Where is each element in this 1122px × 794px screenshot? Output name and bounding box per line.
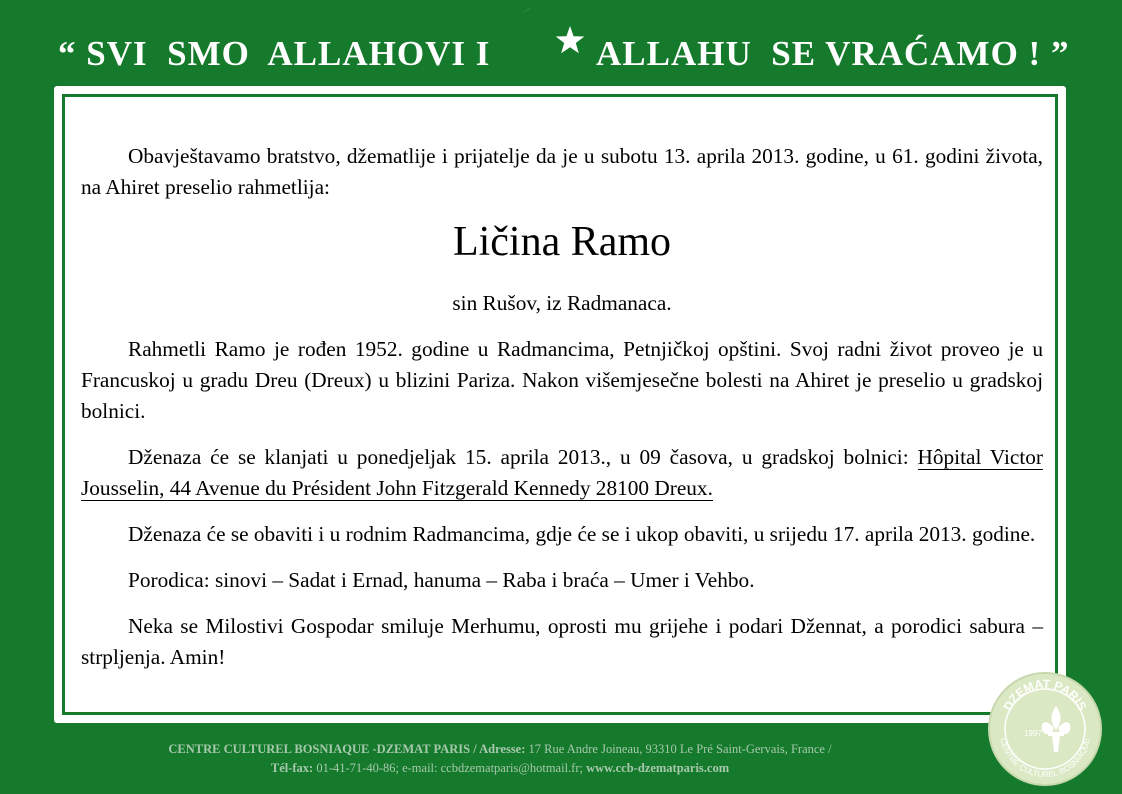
dzemat-paris-seal: [986, 670, 1104, 788]
family-paragraph: Porodica: sinovi – Sadat i Ernad, hanuma – Raba i braća – Umer i Vehbo.: [128, 568, 755, 592]
biography-paragraph: Rahmetli Ramo je rođen 1952. godine u Radmancima, Petnjičkoj opštini. Svoj radni život proveo je u Francuskoj u gradu Dreu (Dreux) u blizini Pariza. Nakon višemjesečne bolesti na Ahiret je preselio u gradskoj bolnici.: [81, 337, 1043, 423]
header-right-text: ALLAHU SE VRAĆAMO ! ”: [596, 34, 1070, 73]
footer-tel-label: Tél-fax:: [270, 761, 314, 775]
notice-content: [81, 141, 1043, 688]
dzenaza-text: Dženaza će se klanjati u ponedjeljak 15. aprila 2013., u 09 časova, u gradskoj bolnici:: [128, 445, 918, 469]
header-left-text: “ SVI SMO ALLAHOVI I: [58, 34, 491, 73]
footer-line-1: [80, 740, 920, 759]
intro-paragraph: Obavještavamo bratstvo, džematlije i prijatelje da je u subotu 13. aprila 2013. godine, u 61. godini života, na Ahiret preselio rahmetlija:: [81, 144, 1043, 199]
hospital-address: Hôpital Victor Jousselin, 44 Avenue du Président John Fitzgerald Kennedy 28100 Dreux.: [81, 445, 1043, 500]
footer-address: 17 Rue Andre Joineau, 93310 Le Pré Saint-Gervais, France /: [525, 742, 832, 756]
seal-year: 1997: [1024, 729, 1042, 738]
deceased-name: Ličina Ramo: [452, 219, 672, 265]
seal-ring-text: CENTRE·CULTUREL·BOSNIAQUE: [998, 737, 1092, 780]
footer-line-2: [80, 759, 920, 778]
deceased-subtitle: sin Rušov, iz Radmanaca.: [452, 291, 672, 315]
footer-tel-email: 01-41-71-40-86; e-mail: ccbdzematparis@hotmail.fr;: [313, 761, 587, 775]
crescent-star-icon: [492, 0, 602, 92]
footer-org-label: CENTRE CULTUREL BOSNIAQUE -DZEMAT PARIS / Adresse:: [168, 742, 526, 756]
burial-paragraph: Dženaza će se obaviti i u rodnim Radmancima, gdje će se i ukop obaviti, u srijedu 17. aprila 2013. godine.: [128, 522, 1036, 546]
dzenaza-paragraph: [81, 442, 1043, 504]
footer-website-link[interactable]: www.ccb-dzematparis.com: [586, 761, 730, 775]
notice-inner-border: [62, 94, 1058, 715]
seal-top-text: DZEMAT PARIS: [1000, 676, 1090, 713]
notice-frame: [54, 86, 1066, 723]
prayer-paragraph: Neka se Milostivi Gospodar smiluje Merhumu, oprosti mu grijehe i podari Džennat, a porodici sabura – strpljenja. Amin!: [81, 614, 1043, 669]
footer: [80, 740, 920, 778]
